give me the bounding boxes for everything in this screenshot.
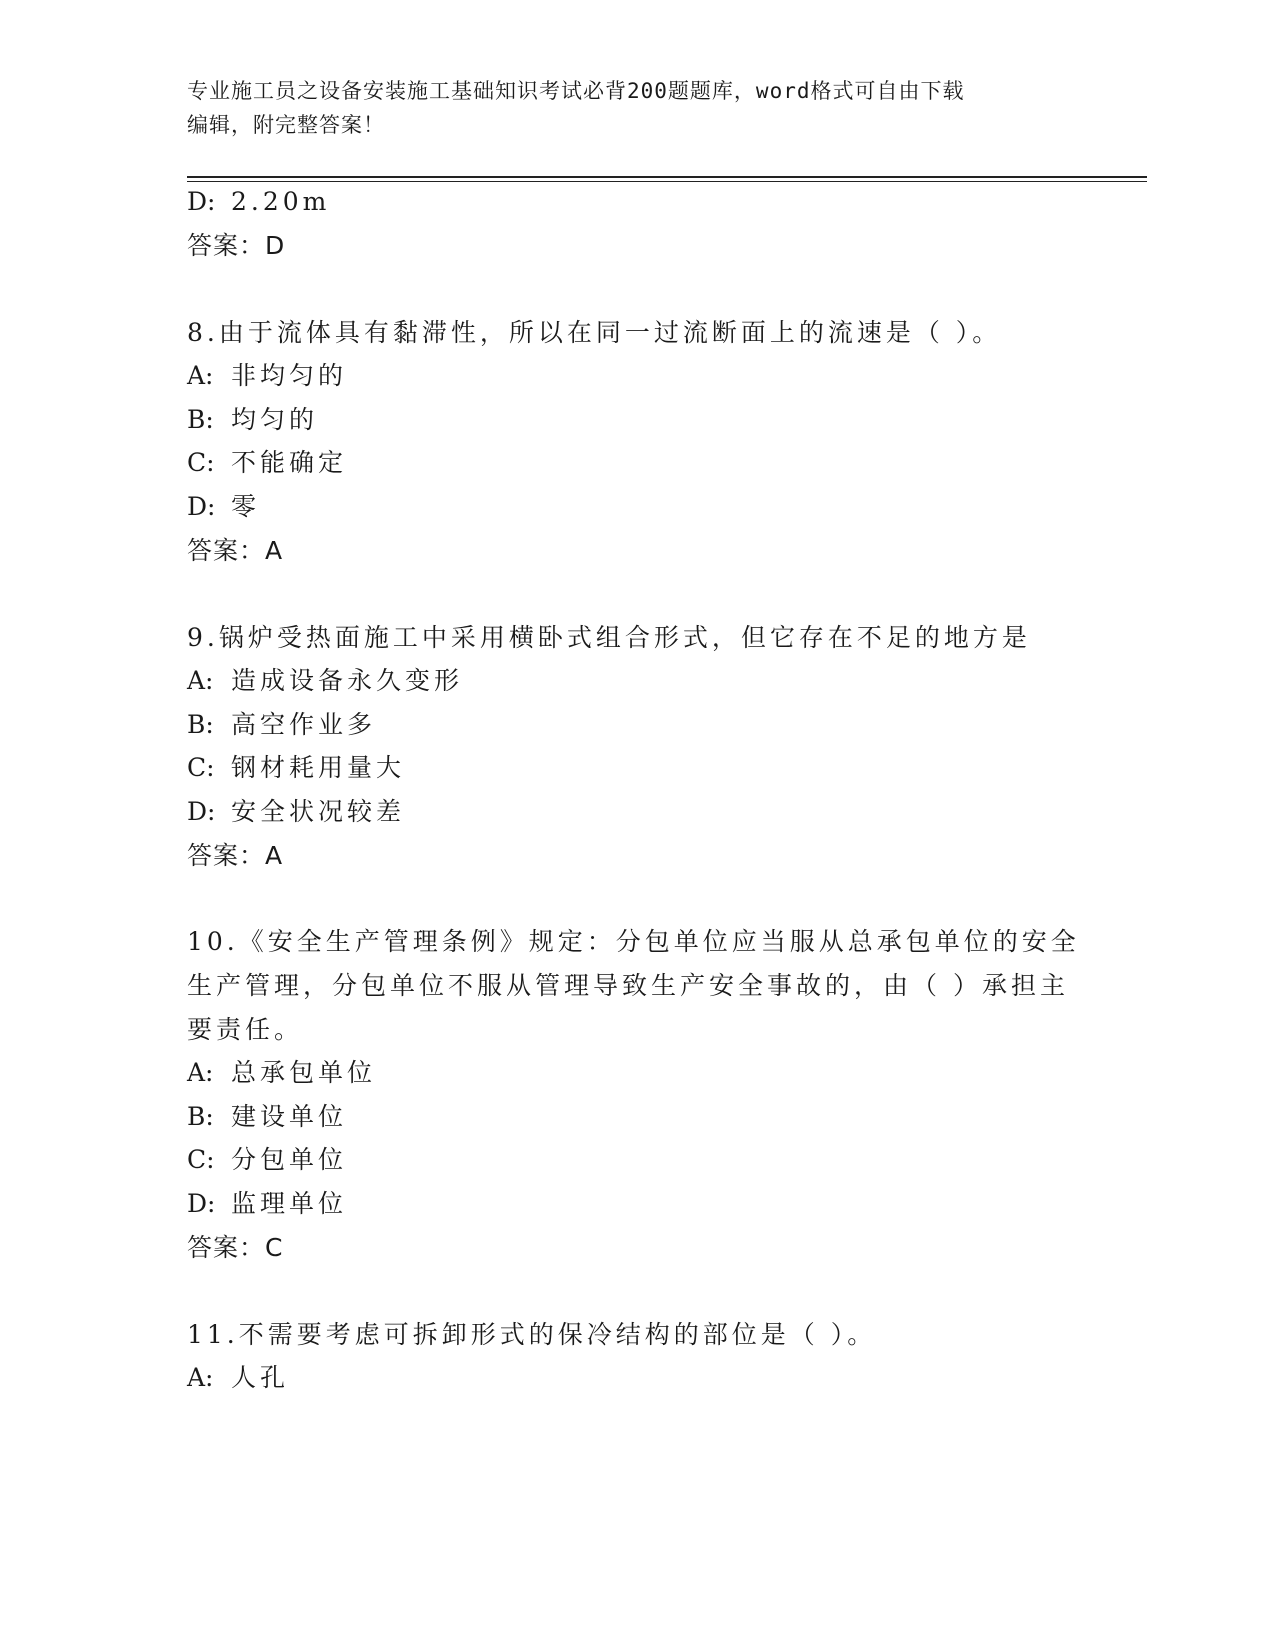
- option-text: 非均匀的: [231, 361, 348, 390]
- question-10-option-c: [187, 1143, 347, 1177]
- question-10-text-line-3: 要责任。: [187, 1015, 304, 1044]
- option-text: 分包单位: [231, 1145, 348, 1174]
- question-9-option-a: [187, 664, 463, 698]
- question-10-option-b: [187, 1100, 347, 1134]
- option-text: 高空作业多: [231, 710, 377, 739]
- question-10-text-line-2: 生产管理，分包单位不服从管理导致生产安全事故的，由（ ）承担主: [187, 971, 1069, 1000]
- option-key: C:: [187, 753, 215, 782]
- option-key: B:: [187, 710, 214, 739]
- option-key: A:: [187, 1058, 214, 1087]
- question-9-option-d: [187, 795, 405, 829]
- option-key: D:: [187, 797, 216, 826]
- header-divider-thick: [187, 176, 1147, 178]
- question-9-option-c: [187, 751, 405, 785]
- header-title-line-1: 专业施工员之设备安装施工基础知识考试必背200题题库，word格式可自由下载: [187, 79, 965, 103]
- question-10-option-d: [187, 1187, 347, 1221]
- option-text: 均匀的: [231, 405, 319, 434]
- option-key: A:: [187, 361, 214, 390]
- option-text: 监理单位: [231, 1189, 348, 1218]
- option-key: A:: [187, 1363, 214, 1392]
- option-key: B:: [187, 1102, 214, 1131]
- question-10-answer: 答案：C: [187, 1233, 284, 1262]
- question-11-text: 11.不需要考虑可拆卸形式的保冷结构的部位是（ ）。: [187, 1320, 877, 1349]
- question-8-option-c: [187, 446, 347, 480]
- option-text: 零: [231, 492, 261, 521]
- question-8-text: 8.由于流体具有黏滞性，所以在同一过流断面上的流速是（ ）。: [187, 318, 1002, 347]
- option-text: 造成设备永久变形: [231, 666, 464, 695]
- question-8-option-d: [187, 490, 260, 524]
- document-header: [187, 74, 1087, 142]
- option-d: [187, 185, 330, 219]
- option-text: 2.20m: [231, 187, 331, 216]
- option-text: 钢材耗用量大: [231, 753, 406, 782]
- option-text: 建设单位: [231, 1102, 348, 1131]
- option-text: 安全状况较差: [231, 797, 406, 826]
- header-divider-thin: [187, 181, 1147, 182]
- option-text: 不能确定: [231, 448, 348, 477]
- question-8-option-b: [187, 403, 318, 437]
- question-10-text-line-1: 10.《安全生产管理条例》规定：分包单位应当服从总承包单位的安全: [187, 927, 1080, 956]
- question-8-answer: 答案：A: [187, 536, 284, 565]
- option-key: A:: [187, 666, 214, 695]
- option-key: D:: [187, 492, 216, 521]
- option-key: C:: [187, 1145, 215, 1174]
- option-text: 总承包单位: [231, 1058, 377, 1087]
- option-text: 人孔: [231, 1363, 290, 1392]
- option-key: D:: [187, 187, 216, 216]
- question-9-answer: 答案：A: [187, 841, 284, 870]
- question-11-option-a: [187, 1361, 289, 1395]
- header-title-line-2: 编辑，附完整答案！: [187, 113, 385, 137]
- question-10-option-a: [187, 1056, 376, 1090]
- option-key: B:: [187, 405, 214, 434]
- answer-label: 答案：D: [187, 231, 286, 260]
- question-9-option-b: [187, 708, 376, 742]
- question-8-option-a: [187, 359, 347, 393]
- question-9-text: 9.锅炉受热面施工中采用横卧式组合形式，但它存在不足的地方是: [187, 623, 1031, 652]
- option-key: C:: [187, 448, 215, 477]
- option-key: D:: [187, 1189, 216, 1218]
